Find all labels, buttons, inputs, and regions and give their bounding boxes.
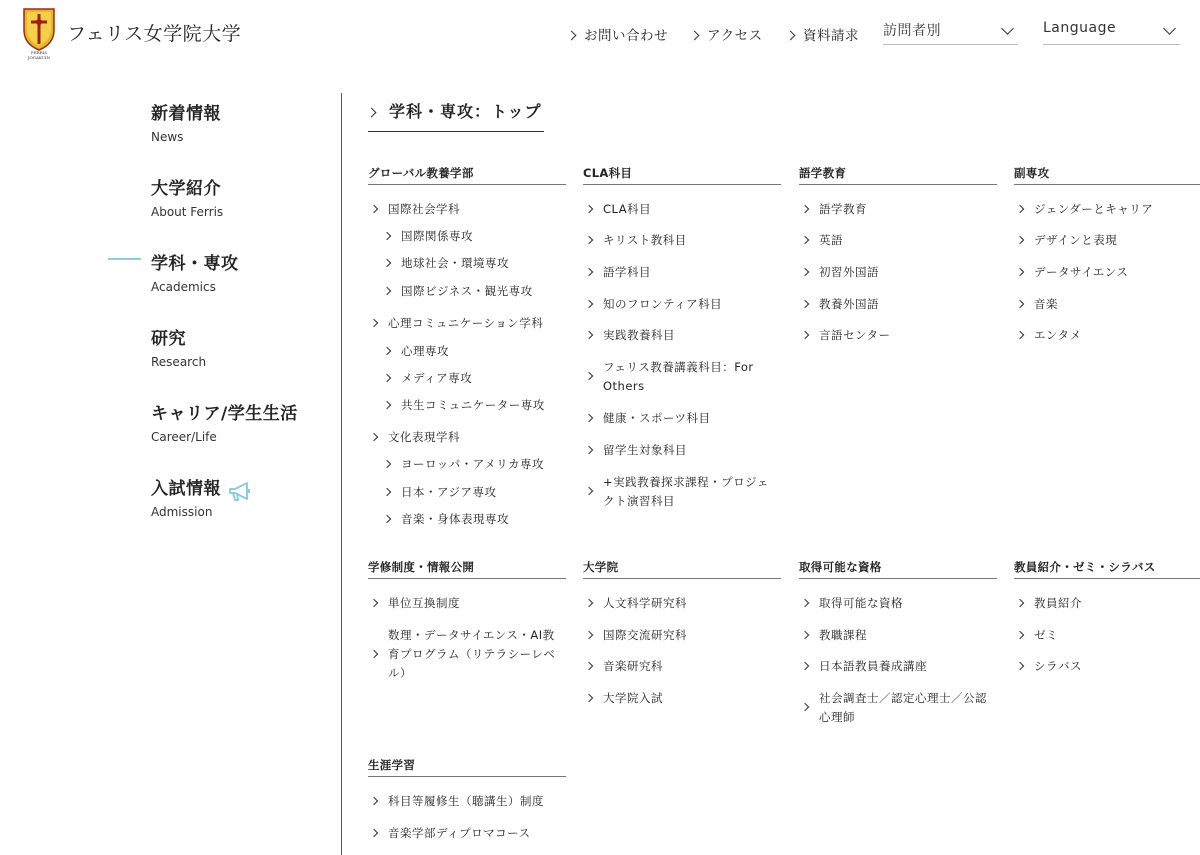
menu-column [1014,559,1200,579]
menu-link-label: 単位互換制度 [388,596,460,610]
nav-item-label: 研究 [151,329,186,349]
menu-link[interactable] [802,200,988,219]
menu-link-label: メディア専攻 [401,371,473,385]
visitor-select-value: 訪問者別 [883,23,941,39]
chevron-down-icon [1001,22,1014,35]
menu-column [799,559,997,579]
menu-link-label: 数理・データサイエンス・AI教育プログラム（リテラシーレベル） [388,628,556,680]
menu-link[interactable] [802,594,988,613]
menu-link-label: 国際交流研究科 [603,628,687,642]
menu-link[interactable] [802,689,988,727]
menu-link-label: キリスト教科目 [603,233,687,247]
nav-item-label: キャリア/学生生活 [151,404,298,424]
nav-item-sublabel: Admission [151,505,213,519]
menu-link[interactable] [586,358,772,396]
menu-link-label: 健康・スポーツ科目 [603,411,711,425]
menu-link[interactable] [384,342,557,361]
menu-link[interactable] [1017,326,1191,345]
menu-link[interactable] [1017,200,1191,219]
menu-link[interactable] [371,594,557,613]
menu-link[interactable] [384,455,557,474]
menu-link[interactable] [371,824,557,843]
column-heading: グローバル教養学部 [368,165,566,185]
language-select-value: Language [1043,20,1117,36]
nav-item-sublabel: Academics [151,280,216,294]
menu-column [368,757,566,777]
chevron-down-icon [1163,22,1176,35]
chevron-right-icon [690,31,700,41]
menu-link[interactable] [586,409,772,428]
menu-link[interactable] [1017,594,1191,613]
menu-link[interactable] [384,254,557,273]
nav-item-academics[interactable] [151,249,239,294]
menu-link-label: エンタメ [1034,328,1082,342]
logo-text-1: FERRIS [30,50,48,55]
brochure-link-label: 資料請求 [803,28,859,44]
chevron-right-icon [367,108,377,118]
chevron-right-icon [786,31,796,41]
menu-link-label: 国際ビジネス・観光専攻 [401,284,533,298]
menu-link-label: シラバス [1034,659,1082,673]
menu-link[interactable] [371,792,557,811]
menu-link-label: デザインと表現 [1034,233,1118,247]
menu-link[interactable] [1017,657,1191,676]
top-link-underline [368,131,544,132]
menu-link-label: 心理コミュニケーション学科 [388,316,544,330]
menu-column [583,559,781,579]
nav-item-news[interactable] [151,99,221,144]
menu-link[interactable] [371,200,557,219]
menu-link[interactable] [802,657,988,676]
menu-link[interactable] [802,295,988,314]
menu-column [799,165,997,185]
menu-column [368,559,566,579]
menu-link-label: 地球社会・環境専攻 [401,256,509,270]
menu-link[interactable] [586,473,772,511]
menu-link-label: 日本語教員養成講座 [819,659,927,673]
menu-column [368,165,566,185]
column-heading: 語学教育 [799,165,997,185]
menu-link-label: 音楽・身体表現専攻 [401,512,509,526]
menu-link[interactable] [586,594,772,613]
access-link-label: アクセス [707,28,763,44]
menu-link-label: 国際関係専攻 [401,229,473,243]
menu-link[interactable] [1017,231,1191,250]
contact-link[interactable] [568,24,668,44]
menu-link-label: 取得可能な資格 [819,596,903,610]
column-heading: 学修制度・情報公開 [368,559,566,579]
crest-icon [20,6,58,60]
nav-item-about[interactable] [151,174,223,219]
menu-link-label: 音楽研究科 [603,659,663,673]
menu-link[interactable] [802,231,988,250]
menu-link-label: 人文科学研究科 [603,596,687,610]
menu-link-label: 教養外国語 [819,297,879,311]
menu-link[interactable] [384,510,557,529]
menu-link[interactable] [371,314,557,333]
menu-column [583,165,781,185]
nav-item-sublabel: Career/Life [151,430,217,444]
nav-item-label: 入試情報 [151,479,221,499]
vertical-divider [341,93,342,855]
menu-link[interactable] [1017,263,1191,282]
menu-link[interactable] [586,657,772,676]
menu-link-label: 日本・アジア専攻 [401,485,497,499]
menu-link[interactable] [586,326,772,345]
menu-link[interactable] [384,369,557,388]
menu-link[interactable] [384,282,557,301]
nav-item-sublabel: Research [151,355,207,369]
menu-column [1014,165,1200,185]
active-indicator [108,258,141,260]
logo-text-2: JOGAKUIN [27,55,51,60]
nav-item-sublabel: About Ferris [151,205,224,219]
menu-link-label: データサイエンス [1034,265,1129,279]
language-select[interactable] [1043,20,1180,45]
megaphone-icon [228,481,252,503]
menu-link-label: 音楽 [1034,297,1058,311]
menu-link-label: 音楽学部ディプロマコース [388,826,531,840]
site-name[interactable]: フェリス女学院大学 [67,23,242,45]
menu-link-label: 国際社会学科 [388,202,460,216]
nav-item-label: 学科・専攻 [151,254,239,274]
menu-link-label: 実践教養科目 [603,328,675,342]
menu-link-label: 語学科目 [603,265,651,279]
menu-link-label: ヨーロッパ・アメリカ専攻 [401,457,544,471]
menu-link-label: 語学教育 [819,202,867,216]
university-logo[interactable] [20,6,58,60]
menu-link-label: 科目等履修生（聴講生）制度 [388,794,544,808]
nav-item-label: 新着情報 [151,104,221,124]
menu-link-label: CLA科目 [603,202,652,216]
column-heading: 教員紹介・ゼミ・シラバス [1014,559,1200,579]
column-heading: 生涯学習 [368,757,566,777]
menu-link[interactable] [586,263,772,282]
menu-link-label: 英語 [819,233,843,247]
menu-link[interactable] [1017,626,1191,645]
menu-link-label: 知のフロンティア科目 [603,297,723,311]
nav-item-sublabel: News [151,130,184,144]
menu-link[interactable] [802,263,988,282]
menu-link-label: 初習外国語 [819,265,879,279]
menu-link-label: +実践教養探求課程・プロジェクト演習科目 [603,475,769,508]
menu-link-label: 教職課程 [819,628,867,642]
menu-link[interactable] [384,227,557,246]
menu-link-label: 言語センター [819,328,891,342]
menu-link-label: ゼミ [1034,628,1058,642]
menu-link[interactable] [586,441,772,460]
menu-link[interactable] [586,295,772,314]
menu-link[interactable] [1017,295,1191,314]
visitor-select[interactable] [883,20,1018,45]
nav-item-label: 大学紹介 [151,179,221,199]
menu-link-label: ジェンダーとキャリア [1034,202,1154,216]
nav-item-research[interactable] [151,324,206,369]
menu-link[interactable] [384,396,557,415]
menu-link[interactable] [586,626,772,645]
academics-top-link[interactable] [368,99,542,122]
menu-link-label: 大学院入試 [603,691,663,705]
contact-link-label: お問い合わせ [584,28,668,44]
menu-link-label: 社会調査士／認定心理士／公認心理師 [819,691,987,724]
brochure-link[interactable] [787,24,859,44]
column-heading: 取得可能な資格 [799,559,997,579]
menu-link[interactable] [586,231,772,250]
menu-link[interactable] [802,626,988,645]
menu-link-label: フェリス教養講義科目：For Others [603,360,754,393]
menu-link-label: 文化表現学科 [388,430,460,444]
menu-link-label: 心理専攻 [401,344,449,358]
academics-top-label: 学科・専攻：トップ [389,102,542,121]
menu-link[interactable] [586,689,772,708]
menu-link[interactable] [586,200,772,219]
menu-link[interactable] [802,326,988,345]
access-link[interactable] [691,24,763,44]
menu-link-label: 共生コミュニケーター専攻 [401,398,545,412]
column-heading: 副専攻 [1014,165,1200,185]
column-heading: 大学院 [583,559,781,579]
menu-link[interactable] [384,483,557,502]
nav-item-career[interactable] [151,399,298,444]
menu-link-label: 教員紹介 [1034,596,1082,610]
nav-item-admission[interactable] [151,474,221,519]
column-heading: CLA科目 [583,165,781,185]
menu-link-label: 留学生対象科目 [603,443,687,457]
menu-link[interactable] [371,428,557,447]
menu-link[interactable] [371,626,557,683]
chevron-right-icon [567,31,577,41]
